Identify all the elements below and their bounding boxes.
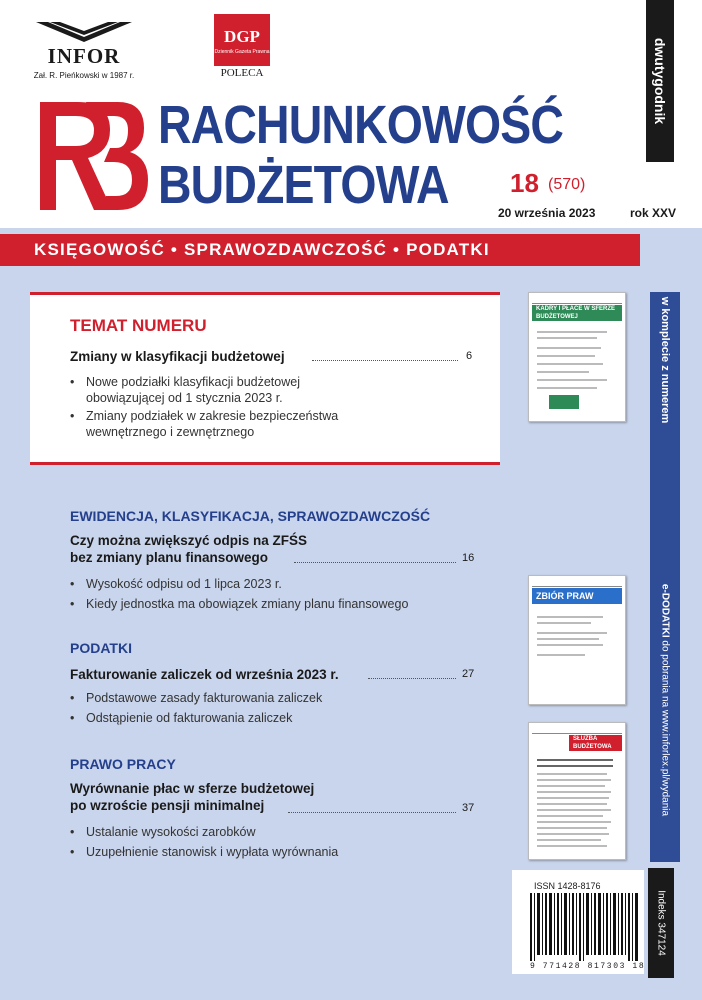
section-entry-title: Czy można zwiększyć odpis na ZFŚS bez zmiany planu finansowego [70, 533, 308, 565]
magazine-title-line1: RACHUNKOWOŚĆ [158, 95, 564, 155]
dgp-logo-text: DGP [224, 27, 260, 46]
leader-dots [368, 677, 456, 679]
barcode-number: 9 771428 817303 18 [530, 962, 646, 971]
leader-dots [312, 359, 458, 361]
topic-entry-title: Zmiany w klasyfikacji budżetowej [70, 349, 285, 364]
list-item: • Zmiany podziałek w zakresie bezpieczeństwa wewnętrznego i zewnętrznego [70, 409, 339, 439]
list-item: • Podstawowe zasady fakturowania zaliczek [70, 691, 323, 705]
list-item: • Uzupełnienie stanowisk i wypłata wyrównania [70, 845, 339, 859]
topic-divider-bottom [30, 462, 500, 465]
tagline: KSIĘGOWOŚĆ • SPRAWOZDAWCZOŚĆ • PODATKI [34, 240, 490, 259]
list-item: • Nowe podziałki klasyfikacji budżetowej obowiązującej od 1 stycznia 2023 r. [70, 375, 300, 405]
section-entry-page: 27 [462, 668, 475, 680]
issue-number-total: (570) [548, 176, 586, 193]
dgp-sub: Dziennik Gazeta Prawna [214, 49, 270, 55]
infor-wings-icon [28, 18, 140, 44]
leader-dots [288, 811, 456, 813]
thumbnail-title: KADRY I PŁACE W SFERZE BUDŻETOWEJ [532, 305, 622, 321]
section-entry-page: 37 [462, 802, 475, 814]
section-heading: PODATKI [70, 640, 132, 656]
issue-year: rok XXV [630, 206, 677, 220]
list-item: • Odstąpienie od fakturowania zaliczek [70, 711, 293, 725]
topic-entry-page: 6 [466, 350, 473, 362]
thumbnail-title: ZBIÓR PRAW [532, 588, 622, 604]
section-heading: EWIDENCJA, KLASYFIKACJA, SPRAWOZDAWCZOŚĆ [70, 508, 431, 524]
leader-dots [294, 561, 456, 563]
section-entry-page: 16 [462, 552, 475, 564]
supplement-thumbnail [528, 722, 626, 860]
issue-date: 20 września 2023 [498, 206, 596, 220]
frequency-label: dwutygodnik [646, 0, 674, 162]
barcode [530, 893, 640, 961]
topic-divider-top [30, 292, 500, 295]
list-item: • Ustalanie wysokości zarobków [70, 825, 256, 839]
section-heading: PRAWO PRACY [70, 756, 176, 772]
publisher-name: INFOR [47, 44, 121, 68]
sidebar-bottom-text: e-DODATKI do pobrania na www.inforlex.pl/wydania [659, 583, 671, 817]
rb-logo [34, 98, 152, 219]
dgp-poleca: POLECA [220, 67, 264, 79]
dgp-logo [214, 14, 270, 66]
sidebar-top-text: w komplecie z numerem [659, 296, 671, 424]
thumbnail-title: SŁUŻBA BUDŻETOWA [569, 735, 622, 751]
issn: ISSN 1428-8176 [534, 881, 601, 891]
publisher-sub: Zał. R. Pieńkowski w 1987 r. [33, 71, 135, 80]
infor-logo [28, 18, 140, 80]
list-item: • Wysokość odpisu od 1 lipca 2023 r. [70, 577, 282, 591]
supplement-thumbnail [528, 575, 626, 705]
section-entry-title: Fakturowanie zaliczek od września 2023 r. [70, 667, 339, 682]
section-entry-title: Wyrównanie płac w sferze budżetowej po wzroście pensji minimalnej [70, 781, 315, 813]
issue-number: 18 [510, 168, 539, 198]
supplement-thumbnail [528, 292, 626, 422]
magazine-title-line2: BUDŻETOWA [158, 155, 449, 215]
list-item: • Kiedy jednostka ma obowiązek zmiany planu finansowego [70, 597, 409, 611]
topic-heading: TEMAT NUMERU [70, 316, 207, 335]
indeks-label: Indeks 347124 [648, 868, 674, 978]
